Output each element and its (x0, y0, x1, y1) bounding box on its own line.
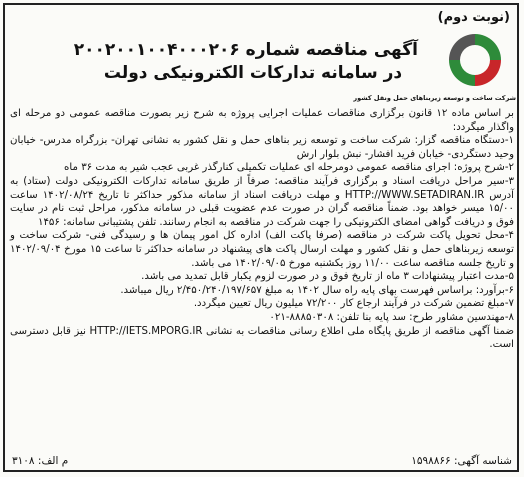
notice-title: آگهی مناقصه شماره ۲۰۰۲۰۰۱۰۰۴۰۰۰۲۰۶ (73, 40, 418, 60)
notice-body (10, 107, 514, 352)
paragraph-item-8: ۸-مهندسین مشاور طرح: سد پایه بنا تلفن: ۸۸۸۵۰۳۰۸-۰۲۱ (269, 311, 514, 323)
notice-subtitle: در سامانه تدارکات الکترونیکی دولت (103, 63, 403, 83)
company-logo (440, 30, 510, 90)
logo-caption: شرکت ساخت و توسعه زیربناهای حمل ونقل کشور (353, 94, 516, 102)
paragraph-item-7: ۷-مبلغ تضمین شرکت در فرآیند ارجاع کار ۷۲/۲۰۰ میلیون ریال تعیین میگردد. (193, 298, 514, 310)
notice-footer (12, 455, 512, 467)
reference-number: م الف: ۳۱۰۸ (12, 455, 69, 467)
paragraph-item-5: ۵-مدت اعتبار پیشنهادات ۳ ماه از تاریخ فوق و در صورت لزوم یکبار قابل تمدید می باشد. (141, 271, 514, 283)
paragraph-closing: ضمنا آگهی مناقصه از طریق پایگاه ملی اطلاع رسانی مناقصات به نشانی HTTP://IETS.MPORG.IR نیز قابل دسترسی است. (10, 325, 514, 351)
paragraph-item-4: ۴-محل تحویل پاکت شرکت در مناقصه (صرفا پاکت الف) اداره کل امور پیمان ها و رسیدگی فنی- شرکت ساخت و توسعه زیربناهای حمل و نقل کشور و مهلت ارسال پاکت های پیشنهاد در سامانه حداکثر تا ساعت ۱۵ مورخ ۱۴۰۲/۰۹/۰۴ و تاریخ جلسه مناقصه ساعت ۱۱/۰۰ روز یکشنبه مورخ ۱۴۰۲/۰۹/۰۵ می باشد. (10, 230, 515, 269)
paragraph-item-6: ۶-برآورد: براساس فهرست بهای پایه راه سال ۱۴۰۲ به مبلغ ۲/۴۵۰/۲۴۰/۱۹۷/۶۵۷ ریال میباشد. (120, 284, 514, 296)
round-label: (نوبت دوم) (437, 10, 510, 25)
paragraph-item-2: ۲-شرح پروژه: اجرای مناقصه عمومی دومرحله ای عملیات تکمیلی کنارگذر غربی عجب شیر به مدت ۳۶ ماه (64, 162, 514, 174)
paragraph-item-1: ۱-دستگاه مناقصه گزار: شرکت ساخت و توسعه زیر بناهای حمل و نقل کشور به نشانی تهران- بزرگراه مدرس- خیابان وحید دستگردی- خیابان فرید افشار- نبش بلوار ارش (10, 135, 514, 160)
paragraph-item-3: ۳-سیر مراحل دریافت اسناد و برگزاری فرآیند مناقصه: صرفاً از طریق سامانه تدارکات الکترونیکی دولت (ستاد) به آدرس HTTP://WWW.SETADIRAN.IR و مهلت دریافت اسناد از سامانه مذکور حداکثر تا تاریخ ۱۴۰۲/۰۸/۲۴ ساعت ۱۵/۰۰ میسر خواهد بود. ضمناً مناقصه گران در صورت عدم عضویت قبلی در سامانه مذکور، مراحل ثبت نام در سایت فوق و دریافت گواهی امضای الکترونیکی را جهت شرکت در مناقصه به انجام رسانند. تلفن پشتیبانی سامانه: ۱۴۵۶ (10, 175, 514, 228)
notice-id: شناسه آگهی: ۱۵۹۸۸۶۶ (411, 455, 512, 467)
paragraph-intro: بر اساس ماده ۱۲ قانون برگزاری مناقصات عملیات اجرایی پروژه به شرح زیر بصورت مناقصه عمومی دو مرحله ای واگذار میگردد: (10, 108, 514, 133)
